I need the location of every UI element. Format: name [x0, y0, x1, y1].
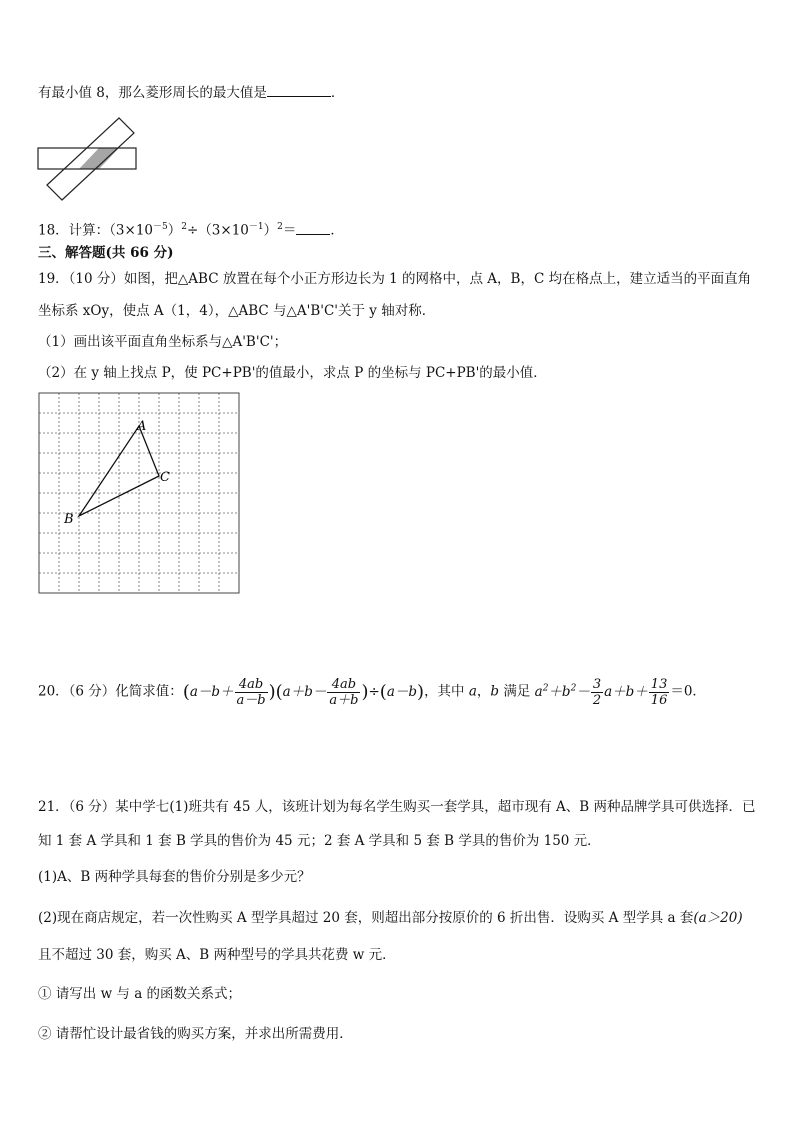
q20-expr: (a－b＋ $\frac{4ab}{a-b}$ )(a＋b－ $\frac{4ab}{a+b}$ )÷(a－b) [182, 676, 425, 708]
q21-sub2: ② 请帮忙设计最省钱的购买方案，并求出所需费用． [38, 1026, 353, 1042]
q20-end: ＝0． [670, 683, 706, 700]
label-a: A [137, 419, 147, 434]
q18-exp4: 2 [277, 222, 283, 232]
frac1-num: 4ab [238, 676, 264, 692]
q21-part2-num: (2) [38, 910, 58, 926]
q21-line2: 知 1 套 A 学具和 1 套 B 学具的售价为 45 元；2 套 A 学具和 5 套 B 学具的售价为 150 元． [38, 833, 601, 849]
frac4-num: 13 [650, 676, 668, 692]
q21-part2 [38, 909, 743, 927]
q19-part2: （2）在 y 轴上找点 P，使 PC+PB'的值最小，求点 P 的坐标与 PC+PB'的最小值． [38, 365, 547, 381]
q20-cond: 满足 [503, 683, 531, 700]
q17-end: ． [330, 85, 345, 101]
q18-exp2: 2 [181, 222, 187, 232]
q17-tail-text: 有最小值 8，那么菱形周长的最大值是 [38, 85, 267, 101]
q20-middle2: ， [476, 683, 491, 700]
q18-mid2: ÷（3×10 [186, 222, 249, 239]
q18-exp3: －1 [248, 222, 264, 232]
q20-prefix: 20．（6 分）化简求值： [38, 683, 183, 700]
q18-line [38, 218, 344, 240]
q17-tail-line [38, 84, 344, 102]
q20-condition-expr: $a^2+b^2-$ $\frac{3}{2}$ a＋b＋ $\frac{13}{16}$ [530, 676, 668, 708]
q21-line1 [38, 798, 755, 816]
section-heading: 三、解答题(共 66 分) [38, 245, 174, 261]
frac2-den: a＋b [329, 692, 359, 708]
label-c: C [160, 470, 170, 485]
q19-part1: （1）画出该平面直角坐标系与△A'B'C'； [38, 334, 288, 350]
q17-answer-blank[interactable] [267, 84, 331, 97]
q21-part2-text: 现在商店规定，若一次性购买 A 型学具超过 20 套，则超出部分按原价的 6 折出售．设购买 A 型学具 a 套 [57, 910, 694, 926]
frac2-num: 4ab [331, 676, 357, 692]
frac4-den: 16 [650, 692, 668, 708]
q20-middle: ，其中 [424, 683, 465, 700]
q21-part1-text: A、B 两种学具每套的售价分别是多少元？ [57, 869, 311, 885]
frac3-num: 3 [592, 676, 602, 692]
q19-line2: 坐标系 xOy，使点 A（1，4），△ABC 与△A'B'C'关于 y 轴对称． [38, 303, 436, 319]
q21-class: (1) [169, 799, 189, 815]
q18-answer-blank[interactable] [296, 222, 330, 235]
q21-part1-num: (1) [38, 869, 58, 885]
q18-equals: ＝ [282, 222, 297, 239]
q18-exp1: －5 [153, 222, 168, 232]
frac1-den: a－b [236, 692, 266, 708]
q21-part1 [38, 868, 311, 886]
q18-period: ． [330, 222, 344, 239]
q17-strips-figure [36, 116, 140, 202]
frac3-den: 2 [592, 692, 602, 708]
q19-line1: 19．（10 分）如图，把△ABC 放置在每个小正方形边长为 1 的网格中，点 A，B，C 均在格点上，建立适当的平面直角 [38, 271, 752, 287]
q18-mid3: ） [263, 222, 278, 239]
q18-mid1: ） [167, 222, 182, 239]
q21-line1-b: 班共有 45 人，该班计划为每名学生购买一套学具，超市现有 A、B 两种品牌学具可供选择．已 [188, 799, 756, 815]
q19-grid-figure [38, 392, 240, 594]
label-b: B [64, 512, 74, 527]
q21-part2b: 且不超过 30 套，购买 A、B 两种型号的学具共花费 w 元． [38, 947, 396, 963]
q18-text: 18．计算：（3×10 [38, 222, 154, 239]
q21-line1-a: 21．（6 分）某中学七 [38, 799, 170, 815]
q21-part2-cond: (a＞20) [693, 910, 743, 926]
q20-line: 20．（6 分）化简求值：(a－b＋ $\frac{4ab}{a-b}$ )(a＋b－ $\frac{4ab}{a+b}$ )÷(a－b)，其中 a，b 满足 $a^2+b^2-$ $\frac{3}{2}$ a＋b＋ $\frac{13}{16}$ ＝0． [38, 676, 706, 708]
q21-sub1: ① 请写出 w 与 a 的函数关系式； [38, 986, 242, 1002]
